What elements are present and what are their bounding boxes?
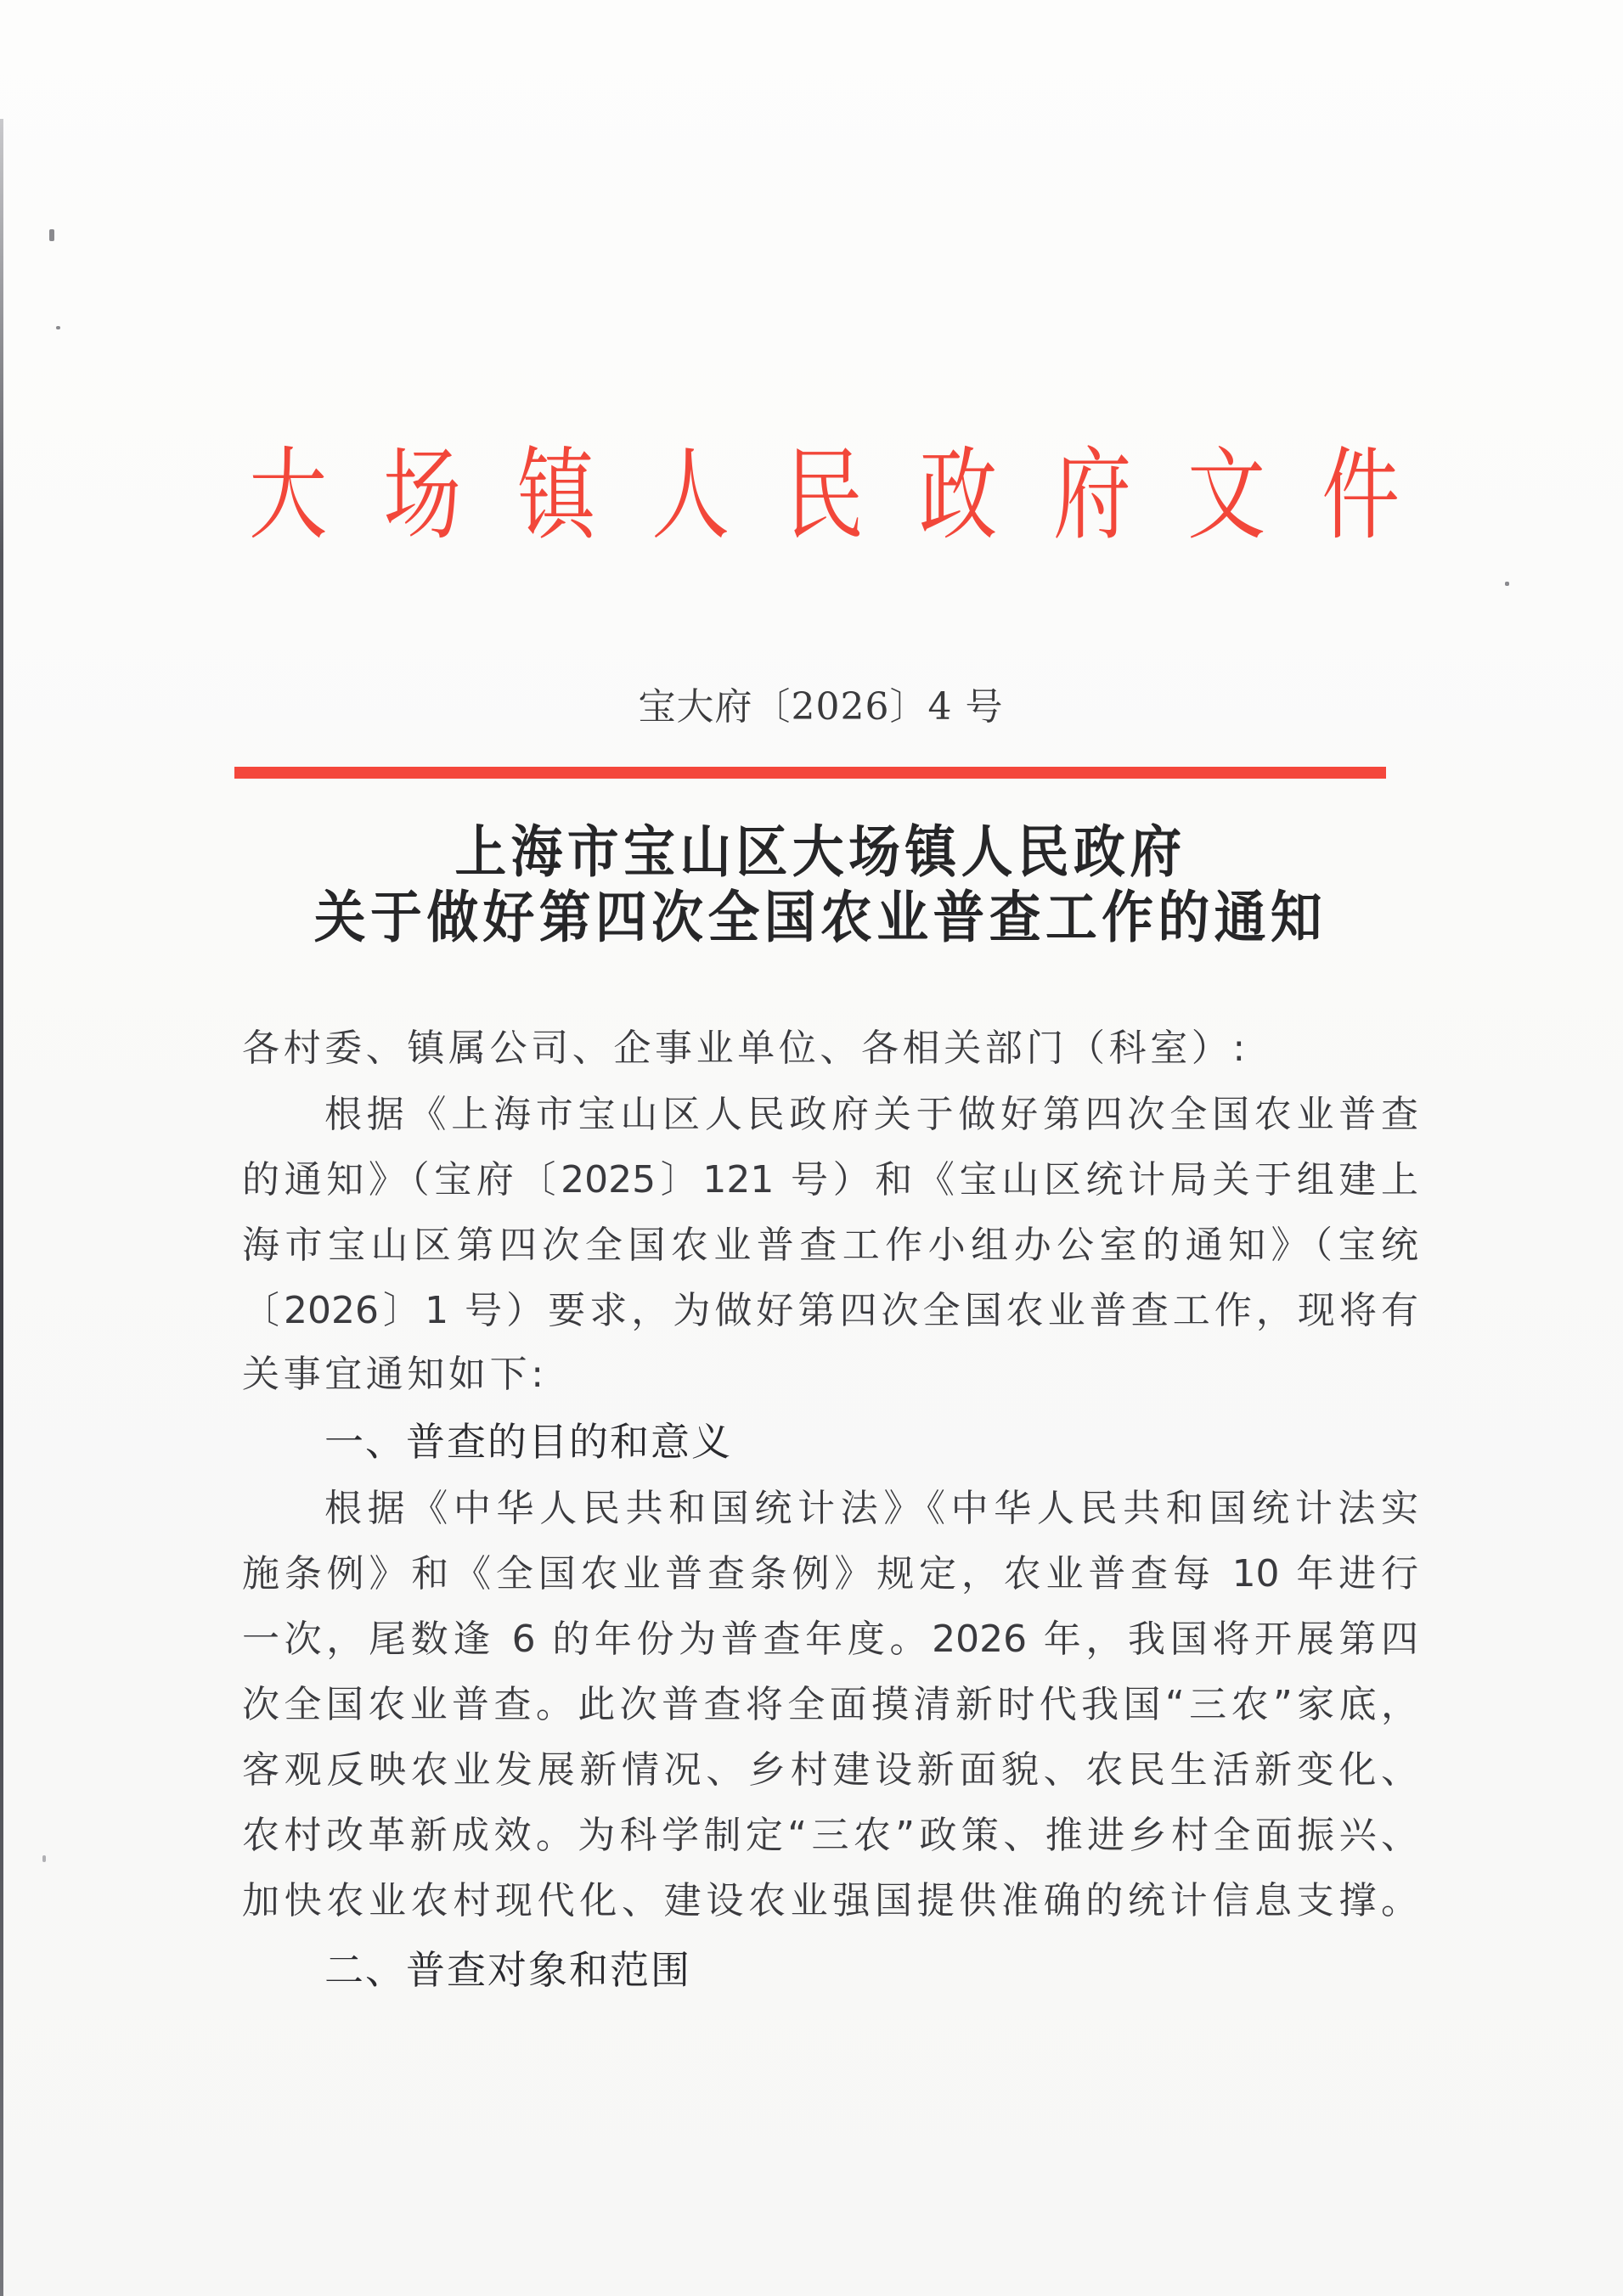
intro-line: 海市宝山区第四次全国农业普查工作小组办公室的通知》（宝统 [242,1224,1418,1267]
section-1-line: 施条例》和《全国农业普查条例》规定，农业普查每 10 年进行 [242,1552,1418,1595]
section-heading-2: 二、普查对象和范围 [324,1947,691,1993]
section-1-line: 次全国农业普查。此次普查将全面摸清新时代我国“三农”家底， [242,1683,1418,1726]
section-1-line: 客观反映农业发展新情况、乡村建设新面貌、农民生活新变化、 [242,1748,1418,1792]
masthead-char: 镇 [516,436,595,554]
section-heading-1: 一、普查的目的和意义 [324,1419,732,1465]
masthead-char: 民 [785,436,864,554]
title-text: 上海市宝山区大场镇人民政府 [454,819,1186,885]
masthead-char: 场 [382,436,462,554]
document-title-line-1 [0,819,1623,885]
scan-speck [56,326,60,329]
scan-edge-shadow [0,119,3,2296]
masthead-title [240,436,1400,554]
document-title-line-2 [0,884,1623,950]
masthead-char: 件 [1322,436,1400,554]
document-number: 宝大府〔2026〕4 号 [638,685,1004,729]
section-1-line: 一次，尾数逢 6 的年份为普查年度。2026 年，我国将开展第四 [242,1618,1418,1661]
red-separator-rule [234,767,1386,779]
masthead-char: 大 [249,436,328,554]
title-text: 关于做好第四次全国农业普查工作的通知 [313,884,1327,950]
intro-line: 〔2026〕1 号）要求，为做好第四次全国农业普查工作，现将有 [242,1289,1418,1332]
masthead-char: 人 [651,436,730,554]
masthead-char: 文 [1187,436,1266,554]
scan-speck [49,229,54,241]
intro-line: 的通知》（宝府〔2025〕121 号）和《宝山区统计局关于组建上 [242,1158,1418,1201]
scan-speck [1505,582,1509,586]
section-1-line: 农村改革新成效。为科学制定“三农”政策、推进乡村全面振兴、 [242,1814,1418,1857]
masthead-char: 府 [1053,436,1132,554]
scan-speck [42,1855,46,1862]
section-1-line: 加快农业农村现代化、建设农业强国提供准确的统计信息支撑。 [242,1879,1418,1922]
intro-line: 关事宜通知如下: [242,1353,548,1396]
addressee-line: 各村委、镇属公司、企事业单位、各相关部门（科室）: [242,1027,1249,1070]
intro-line: 根据《上海市宝山区人民政府关于做好第四次全国农业普查 [324,1093,1418,1136]
masthead-char: 政 [919,436,998,554]
section-1-line: 根据《中华人民共和国统计法》《中华人民共和国统计法实 [324,1487,1418,1530]
